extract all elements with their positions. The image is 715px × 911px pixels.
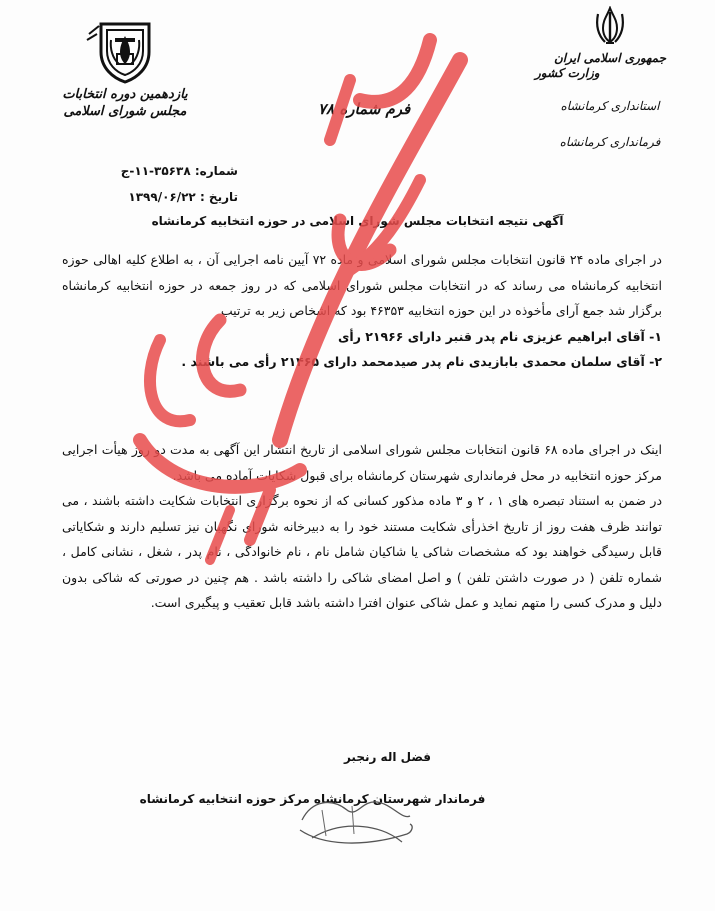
result-item-1: ۱- آقای ابراهیم عزیزی نام پدر قنبر دارای ۲۱۹۶۶ رأی	[337, 328, 662, 344]
paragraph-complaint-period: اینک در اجرای ماده ۶۸ قانون انتخابات مجلس شورای اسلامی از تاریخ انتشار این آگهی به مدت دو روز هیأت اجرایی مرکز حوزه انتخابیه در محل فرمانداری شهرستان کرمانشاه برای قبول شکایات آماده می باشد.	[62, 442, 662, 483]
date-value: ۱۳۹۹/۰۶/۲۲	[128, 190, 196, 204]
document-number	[88, 158, 238, 184]
header-ministry: وزارت کشور	[535, 66, 600, 80]
header-election-term: یازدهمین دوره انتخابات	[62, 87, 188, 102]
election-emblem-icon	[85, 14, 165, 86]
body-section-complaints	[62, 437, 662, 616]
number-label: شماره:	[194, 164, 238, 178]
header-right	[535, 6, 685, 149]
document-meta	[88, 158, 238, 210]
result-item-2: ۲- آقای سلمان محمدی بابازیدی نام پدر صیدمحمد دارای ۲۱۴۶۵ رأی می باشند .	[181, 354, 662, 369]
body-section-results	[62, 247, 662, 375]
signatory-name: فضل اله رنجبر	[343, 750, 432, 764]
date-label: تاریخ :	[199, 190, 238, 204]
number-value: ۳۵۶۳۸-۱۱-ج	[120, 164, 191, 178]
document-date	[88, 184, 238, 210]
header-left	[60, 14, 190, 120]
header-parliament: مجلس شورای اسلامی	[63, 104, 187, 119]
paragraph-intro: در اجرای ماده ۲۴ قانون انتخابات مجلس شورای اسلامی و ماده ۷۲ آیین نامه اجرایی آن ، به اطلاع کلیه اهالی حوزه انتخابیه کرمانشاه می رساند که در انتخابات مجلس شورای اسلامی که در روز جمعه در حوزه انتخابیه کرمانشاه برگزار شد جمع آرای مأخوذه در این حوزه انتخابیه ۴۶۳۵۳ بود که اشخاص زیر به ترتیب	[62, 252, 662, 318]
iran-emblem-icon	[593, 6, 627, 46]
header-county-office: فرمانداری کرمانشاه	[559, 135, 661, 149]
form-number: فرم شماره ۷۸	[318, 100, 411, 118]
signatory-position: فرماندار شهرستان کرمانشاه مرکز حوزه انتخابیه کرمانشاه	[139, 792, 486, 806]
header-governorate: استانداری کرمانشاه	[560, 99, 660, 113]
header-country: جمهوری اسلامی ایران	[553, 51, 667, 65]
paragraph-complaint-rules: در ضمن به استناد تبصره های ۱ ، ۲ و ۳ ماده مذکور کسانی که از نحوه برگزاری انتخابات شکایت داشته باشند ، می توانند ظرف هفت روز از تاریخ اخذرأی شکایت مستند خود را به دبیرخانه شورای نگهبان نیز تسلیم دارند و شکایاتی قابل رسیدگی خواهند بود که مشخصات شاکی یا شاکیان شامل نام ، نام خانوادگی ، نام پدر ، شغل ، نشانی کامل ، شماره تلفن ( در صورت داشتن تلفن ) و اصل امضای شاکی را داشته باشد . هم چنین در صورتی که شاکی بدون دلیل و مدرک کسی را متهم نماید و عمل شاکی عنوان افترا داشته باشد قابل تعقیب و پیگیری است.	[62, 493, 663, 610]
document-title: آگهی نتیجه انتخابات مجلس شورای اسلامی در حوزه انتخابیه کرمانشاه	[151, 214, 564, 228]
